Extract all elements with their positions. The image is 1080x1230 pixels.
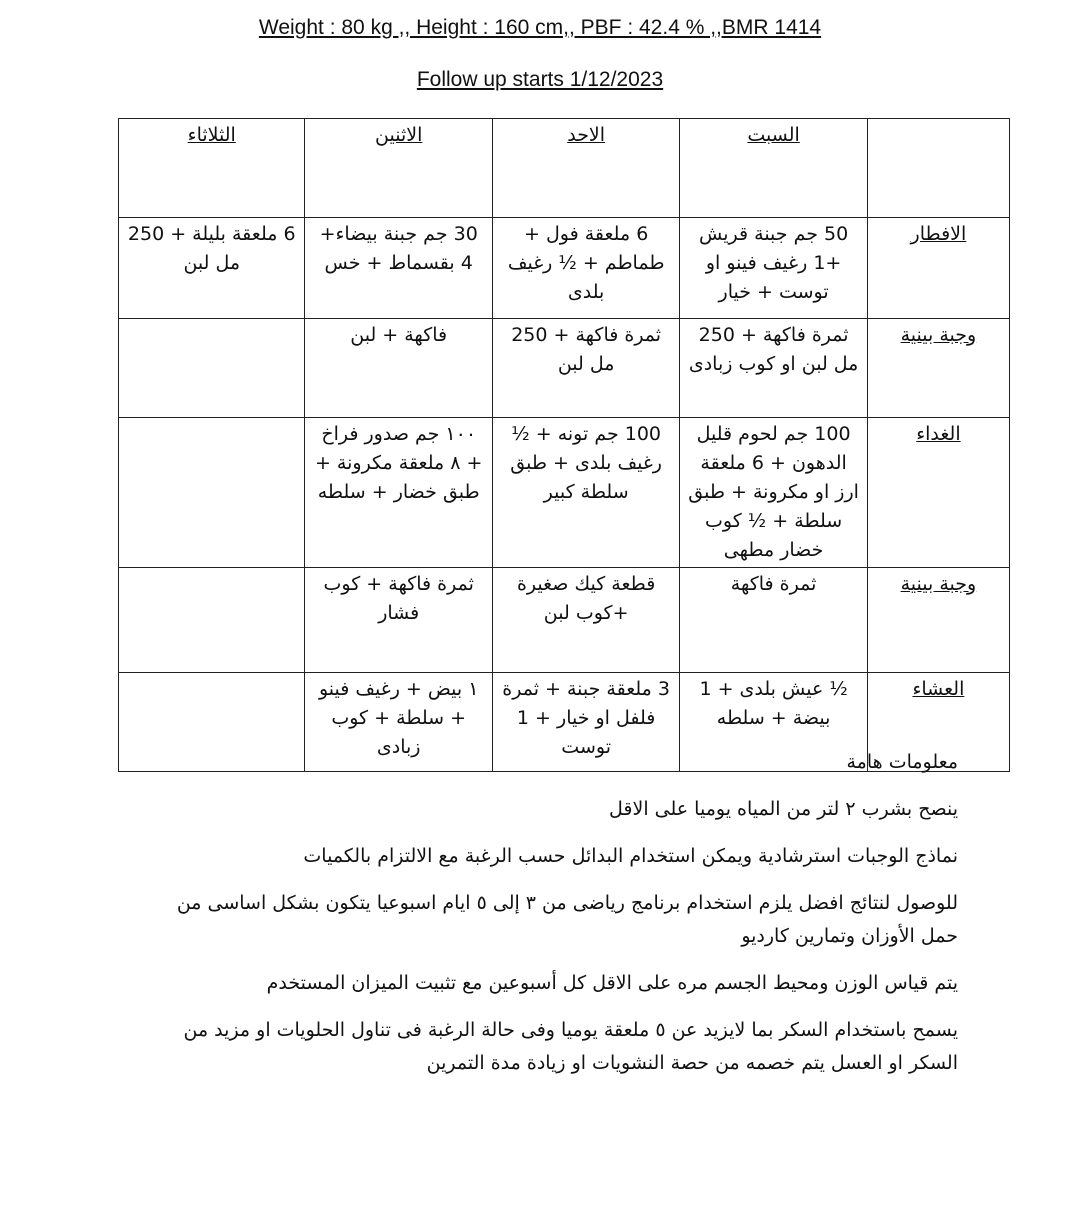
table-cell: 6 ملعقة فول + طماطم + ½ رغيف بلدى (492, 218, 679, 319)
meal-label-cell (867, 319, 1009, 418)
table-cell: 100 جم لحوم قليل الدهون + 6 ملعقة ارز او مكرونة + طبق سلطة + ½ كوب خضار مطهى (680, 418, 867, 568)
table-cell: 100 جم تونه + ½ رغيف بلدى + طبق سلطة كبير (492, 418, 679, 568)
patient-stats-line: Weight : 80 kg ,, Height : 160 cm,, PBF : 42.4 % ,,BMR 1414 (258, 16, 822, 39)
table-row-snack-2 (119, 568, 1010, 673)
day-label: الاثنين (375, 124, 423, 146)
note-item-exercise: للوصول لنتائج افضل يلزم استخدام برنامج رياضى من ٣ إلى ٥ ايام اسبوعيا يتكون بشكل اساسى من حمل الأوزان وتمارين كارديو (176, 892, 958, 947)
table-cell: ثمرة فاكهة (680, 568, 867, 673)
table-cell: ثمرة فاكهة + 250 مل لبن (492, 319, 679, 418)
table-cell: 30 جم جبنة بيضاء+ 4 بقسماط + خس (305, 218, 492, 319)
day-label: الاحد (567, 124, 606, 146)
note-item-sugar: يسمح باستخدام السكر بما لايزيد عن ٥ ملعقة يوميا وفى حالة الرغبة فى تناول الحلويات او مزيد من السكر او العسل يتم خصمه من حصة النشويات او زيادة مدة التمرين (183, 1019, 958, 1074)
table-row-lunch (119, 418, 1010, 568)
note-item-water: ينصح بشرب ٢ لتر من المياه يوميا على الاقل (609, 798, 958, 820)
meal-label: وجبة بينية (900, 324, 977, 346)
table-cell: فاكهة + لبن (305, 319, 492, 418)
meal-label-cell (867, 418, 1009, 568)
day-header-tuesday (119, 119, 305, 218)
meal-label: الافطار (910, 223, 967, 245)
table-cell: ثمرة فاكهة + كوب فشار (305, 568, 492, 673)
meal-label: الغداء (916, 423, 961, 445)
table-cell (119, 568, 305, 673)
day-label: السبت (747, 124, 800, 146)
note-item-alternatives: نماذج الوجبات استرشادية ويمكن استخدام البدائل حسب الرغبة مع الالتزام بالكميات (303, 845, 958, 867)
day-header-saturday (680, 119, 867, 218)
meal-header-empty-cell (867, 119, 1009, 218)
day-label: الثلاثاء (187, 124, 236, 146)
table-cell: 6 ملعقة بليلة + 250 مل لبن (119, 218, 305, 319)
table-row-breakfast (119, 218, 1010, 319)
important-notes (160, 746, 958, 1094)
followup-date-line: Follow up starts 1/12/2023 (416, 68, 664, 91)
table-cell: ١ بيض + رغيف فينو + سلطة + كوب زبادى (305, 673, 492, 772)
meal-label: العشاء (912, 678, 965, 700)
note-item-measurement: يتم قياس الوزن ومحيط الجسم مره على الاقل كل أسبوعين مع تثبيت الميزان المستخدم (266, 972, 958, 994)
meal-label: وجبة بينية (900, 573, 977, 595)
table-cell: 50 جم جبنة قريش +1 رغيف فينو او توست + خيار (680, 218, 867, 319)
table-cell: قطعة كيك صغيرة +كوب لبن (492, 568, 679, 673)
table-cell (119, 319, 305, 418)
meal-label-cell (867, 218, 1009, 319)
table-cell: ١٠٠ جم صدور فراخ + ٨ ملعقة مكرونة + طبق خضار + سلطه (305, 418, 492, 568)
notes-title: معلومات هامة (846, 751, 958, 773)
table-cell (119, 418, 305, 568)
table-cell: 3 ملعقة جبنة + ثمرة فلفل او خيار + 1 توست (492, 673, 679, 772)
day-header-monday (305, 119, 492, 218)
meal-label-cell (867, 568, 1009, 673)
table-cell: ثمرة فاكهة + 250 مل لبن او كوب زبادى (680, 319, 867, 418)
meal-plan-table (118, 118, 1010, 772)
table-cell: ½ عيش بلدى + 1 بيضة + سلطه (680, 673, 867, 772)
day-header-sunday (492, 119, 679, 218)
table-row-snack-1 (119, 319, 1010, 418)
table-header-row (119, 119, 1010, 218)
